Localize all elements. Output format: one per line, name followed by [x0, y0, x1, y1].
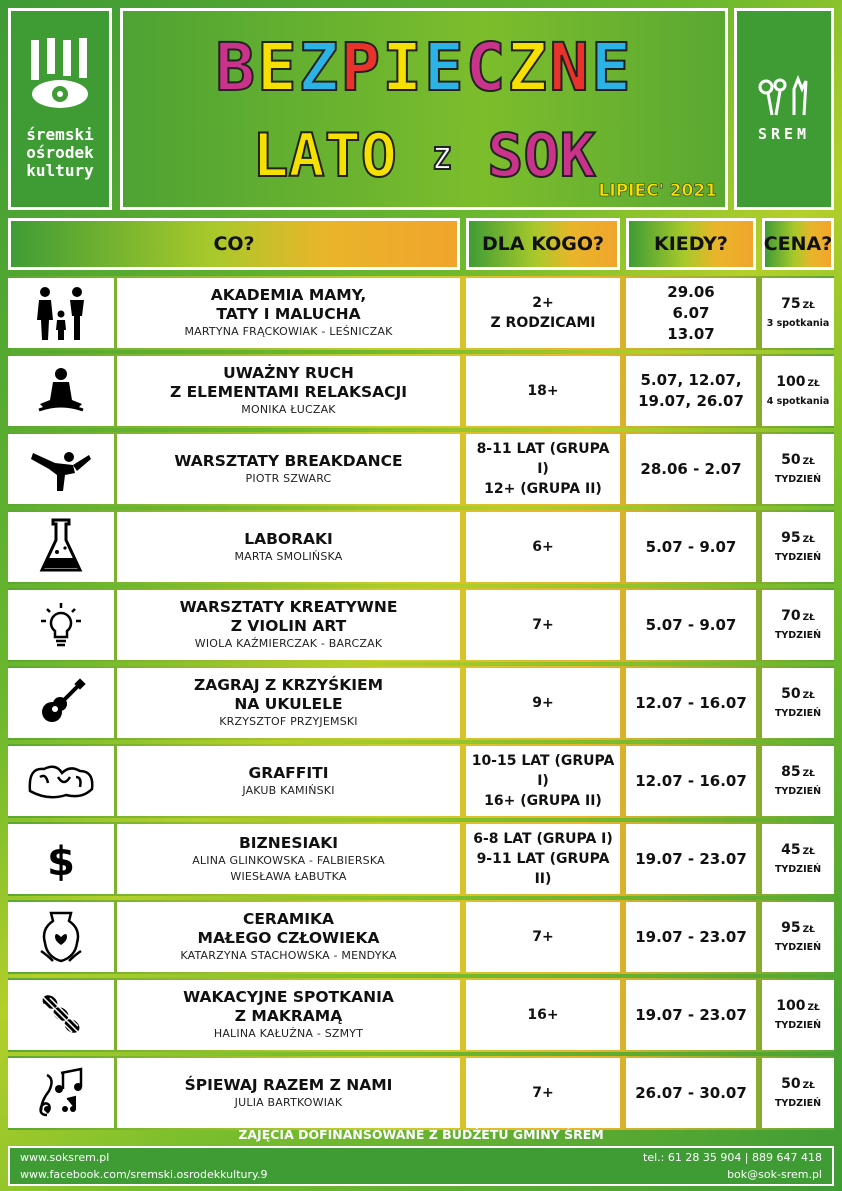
activity-cell	[117, 434, 460, 504]
activity-leader: ALINA GLINKOWSKA - FALBIERSKA	[192, 853, 385, 867]
date-text: 6.07	[672, 303, 710, 322]
price-value	[781, 918, 815, 940]
activity-title: MAŁEGO CZŁOWIEKA	[197, 929, 380, 947]
activity-cell	[117, 980, 460, 1050]
price-note: TYDZIEŃ	[774, 864, 822, 875]
activity-leader: JULIA BARTKOWIAK	[234, 1095, 343, 1109]
activity-icon-cell	[8, 746, 114, 816]
activity-leader: MARTA SMOLIŃSKA	[234, 549, 343, 563]
date-text: 5.07, 12.07,	[640, 371, 742, 389]
activity-title: LABORAKI	[244, 529, 333, 548]
dates-cell	[626, 356, 756, 426]
price-amount: 85	[781, 764, 801, 780]
audience-cell	[466, 746, 620, 816]
activity-title: ŚPIEWAJ RAZEM Z NAMI	[184, 1075, 393, 1094]
website-link[interactable]: www.soksrem.pl	[20, 1151, 110, 1164]
price-amount: 50	[781, 686, 801, 702]
activity-leader: PIOTR SZWARC	[245, 471, 332, 485]
price-currency: ZŁ	[802, 925, 815, 935]
activity-title: TATY I MALUCHA	[216, 305, 361, 323]
title-letter: E	[257, 29, 299, 106]
activity-title: NA UKULELE	[234, 695, 343, 713]
date-text: 13.07	[667, 324, 715, 343]
sok-eye-icon	[25, 38, 95, 120]
vase-icon	[39, 911, 83, 963]
activity-title: Z MAKRAMĄ	[234, 1007, 343, 1025]
dates-cell	[626, 278, 756, 348]
audience-cell	[466, 512, 620, 582]
price-amount: 50	[781, 452, 801, 468]
audience-cell	[466, 980, 620, 1050]
price-amount: 100	[776, 998, 806, 1014]
date-text: 28.06 - 2.07	[640, 459, 742, 478]
date-label: LIPIEC' 2021	[598, 181, 717, 201]
price-currency: ZŁ	[802, 613, 815, 623]
audience-text: Z RODZICAMI	[490, 315, 596, 331]
dates-cell	[626, 980, 756, 1050]
dates-cell	[626, 668, 756, 738]
meditation-icon	[33, 366, 89, 416]
title-letter: Z	[507, 29, 550, 106]
date-text: 26.07 - 30.07	[635, 1083, 747, 1102]
date-text: 19.07 - 23.07	[635, 927, 747, 946]
price-currency: ZŁ	[802, 301, 815, 311]
title-letter: P	[340, 29, 383, 106]
activity-cell	[117, 356, 460, 426]
funding-note: ZAJĘCIA DOFINANSOWANE Z BUDŻETU GMINY ŚREM	[238, 1127, 604, 1142]
title-sok: SOK	[487, 121, 596, 191]
price-amount: 95	[781, 530, 801, 546]
ukulele-icon	[36, 678, 86, 728]
title-bezpieczne	[215, 29, 633, 106]
audience-text: 18+	[527, 383, 559, 399]
activity-icon-cell	[8, 434, 114, 504]
date-text: 19.07 - 23.07	[635, 1005, 747, 1024]
activity-cell	[117, 1058, 460, 1128]
logo-line-2: ośrodek	[26, 143, 94, 162]
price-cell	[762, 824, 834, 894]
activity-leader: JAKUB KAMIŃSKI	[242, 783, 335, 797]
title-letter: N	[549, 29, 591, 106]
price-note: TYDZIEŃ	[774, 786, 822, 797]
price-value	[781, 762, 815, 784]
activity-leader: KATARZYNA STACHOWSKA - MENDYKA	[180, 949, 397, 962]
activity-title: GRAFFITI	[248, 763, 329, 782]
email-link[interactable]: bok@sok-srem.pl	[727, 1168, 822, 1181]
audience-text: 7+	[532, 617, 554, 633]
music-notes-icon	[33, 1067, 89, 1119]
price-value	[781, 528, 815, 550]
audience-cell	[466, 434, 620, 504]
price-note: 4 spotkania	[766, 396, 830, 407]
price-value	[776, 996, 820, 1018]
lightbulb-icon	[39, 601, 83, 649]
audience-text: 8-11 LAT (GRUPA I)	[476, 441, 610, 477]
activity-leader: WIESŁAWA ŁABUTKA	[230, 869, 347, 883]
activity-cell	[117, 824, 460, 894]
date-text: 19.07 - 23.07	[635, 849, 747, 868]
date-text: 12.07 - 16.07	[635, 771, 747, 790]
activity-title: WARSZTATY KREATYWNE	[179, 598, 398, 616]
price-amount: 100	[776, 374, 806, 390]
price-amount: 70	[781, 608, 801, 624]
audience-text: 9-11 LAT (GRUPA II)	[476, 851, 610, 887]
audience-text: 9+	[532, 695, 554, 711]
price-note: TYDZIEŃ	[774, 474, 822, 485]
col-header-when: KIEDY?	[626, 218, 756, 270]
col-header-price: CENA?	[762, 218, 834, 270]
activity-cell	[117, 512, 460, 582]
graffiti-icon	[26, 761, 96, 801]
activity-title: Z ELEMENTAMI RELAKSACJI	[169, 383, 408, 401]
audience-text: 2+	[532, 295, 554, 311]
date-text: 5.07 - 9.07	[645, 537, 737, 556]
col-header-who: DLA KOGO?	[466, 218, 620, 270]
logo-line-3: kultury	[26, 161, 94, 180]
price-currency: ZŁ	[802, 769, 815, 779]
price-cell	[762, 1058, 834, 1128]
audience-cell	[466, 590, 620, 660]
price-note: TYDZIEŃ	[774, 552, 822, 563]
audience-cell	[466, 902, 620, 972]
price-cell	[762, 902, 834, 972]
audience-cell	[466, 1058, 620, 1128]
activity-icon-cell	[8, 512, 114, 582]
activity-title: WARSZTATY BREAKDANCE	[174, 451, 403, 470]
price-amount: 50	[781, 1076, 801, 1092]
dates-cell	[626, 590, 756, 660]
price-amount: 45	[781, 842, 801, 858]
date-text: 19.07, 26.07	[638, 392, 744, 410]
audience-text: 6+	[532, 539, 554, 555]
svg-text:$: $	[47, 839, 75, 883]
dates-cell	[626, 1058, 756, 1128]
dates-cell	[626, 824, 756, 894]
audience-text: 12+ (GRUPA II)	[484, 481, 602, 497]
activity-leader: WIOLA KAŹMIERCZAK - BARCZAK	[194, 637, 383, 650]
audience-text: 10-15 LAT (GRUPA I)	[471, 753, 615, 789]
date-text: 5.07 - 9.07	[645, 615, 737, 634]
activity-icon-cell	[8, 668, 114, 738]
family-icon	[33, 284, 89, 342]
audience-cell	[466, 824, 620, 894]
price-value	[776, 372, 820, 394]
activity-leader: MONIKA ŁUCZAK	[241, 403, 336, 416]
price-value	[781, 684, 815, 706]
activity-cell	[117, 278, 460, 348]
price-value	[781, 294, 815, 316]
date-text: 12.07 - 16.07	[635, 693, 747, 712]
price-currency: ZŁ	[802, 847, 815, 857]
logo-line-1: śremski	[26, 125, 94, 144]
srem-crest-icon	[754, 75, 814, 119]
date-text: 29.06	[667, 282, 715, 301]
price-currency: ZŁ	[802, 535, 815, 545]
activity-leader: MARTYNA FRĄCKOWIAK - LEŚNICZAK	[184, 325, 393, 338]
audience-text: 16+ (GRUPA II)	[484, 793, 602, 809]
price-note: TYDZIEŃ	[774, 1020, 822, 1031]
contact-footer	[8, 1146, 834, 1186]
title-letter: C	[465, 29, 508, 106]
price-value	[781, 840, 815, 862]
srem-logo	[734, 8, 834, 210]
dollar-icon	[43, 835, 79, 883]
audience-text: 6-8 LAT (GRUPA I)	[473, 831, 613, 847]
activity-leader: HALINA KAŁUŻNA - SZMYT	[213, 1027, 364, 1040]
activity-icon-cell	[8, 590, 114, 660]
audience-text: 7+	[532, 929, 554, 945]
price-value	[781, 450, 815, 472]
price-note: TYDZIEŃ	[774, 708, 822, 719]
dates-cell	[626, 902, 756, 972]
activity-cell	[117, 590, 460, 660]
price-currency: ZŁ	[807, 1003, 820, 1013]
activity-cell	[117, 746, 460, 816]
title-banner	[120, 8, 728, 210]
audience-cell	[466, 356, 620, 426]
flask-icon	[39, 518, 83, 576]
macrame-icon	[36, 990, 86, 1040]
price-cell	[762, 278, 834, 348]
price-note: TYDZIEŃ	[774, 630, 822, 641]
activity-title: CERAMIKA	[242, 910, 335, 928]
price-value	[781, 606, 815, 628]
activity-icon-cell	[8, 278, 114, 348]
price-amount: 95	[781, 920, 801, 936]
audience-text: 7+	[532, 1085, 554, 1101]
price-note: 3 spotkania	[766, 318, 830, 329]
activity-leader: KRZYSZTOF PRZYJEMSKI	[219, 715, 358, 728]
phone-number: tel.: 61 28 35 904 | 889 647 418	[643, 1151, 822, 1164]
activity-title: BIZNESIAKI	[238, 833, 339, 852]
dates-cell	[626, 746, 756, 816]
srem-text: SREM	[757, 125, 811, 143]
col-header-what: CO?	[8, 218, 460, 270]
price-note: TYDZIEŃ	[774, 942, 822, 953]
activity-icon-cell	[8, 980, 114, 1050]
price-cell	[762, 746, 834, 816]
title-line-1	[123, 29, 725, 106]
sok-logo	[8, 8, 112, 210]
price-cell	[762, 434, 834, 504]
activity-title: AKADEMIA MAMY,	[210, 286, 367, 304]
audience-cell	[466, 278, 620, 348]
title-letter: I	[382, 29, 424, 106]
price-cell	[762, 512, 834, 582]
price-note: TYDZIEŃ	[774, 1098, 822, 1109]
price-currency: ZŁ	[802, 457, 815, 467]
price-value	[781, 1074, 815, 1096]
title-letter: B	[215, 29, 257, 106]
title-letter: Z	[298, 29, 341, 106]
activity-icon-cell	[8, 356, 114, 426]
audience-cell	[466, 668, 620, 738]
dates-cell	[626, 512, 756, 582]
price-currency: ZŁ	[807, 379, 820, 389]
activity-title: ZAGRAJ Z KRZYŚKIEM	[193, 676, 384, 694]
activity-icon-cell	[8, 824, 114, 894]
audience-text: 16+	[527, 1007, 559, 1023]
activity-icon-cell	[8, 1058, 114, 1128]
price-cell	[762, 668, 834, 738]
price-cell	[762, 590, 834, 660]
facebook-link[interactable]: www.facebook.com/sremski.osrodekkultury.9	[20, 1168, 268, 1181]
activity-title: WAKACYJNE SPOTKANIA	[183, 988, 394, 1006]
dates-cell	[626, 434, 756, 504]
price-cell	[762, 356, 834, 426]
breakdance-icon	[29, 445, 93, 493]
title-letter: E	[591, 29, 633, 106]
activity-cell	[117, 668, 460, 738]
title-z: Z	[433, 141, 452, 177]
activity-icon-cell	[8, 902, 114, 972]
price-cell	[762, 980, 834, 1050]
title-lato: LATO	[252, 121, 397, 191]
activity-cell	[117, 902, 460, 972]
activity-title: Z VIOLIN ART	[230, 617, 347, 635]
price-currency: ZŁ	[802, 691, 815, 701]
activity-title: UWAŻNY RUCH	[223, 364, 354, 382]
price-currency: ZŁ	[802, 1081, 815, 1091]
title-letter: E	[424, 29, 466, 106]
price-amount: 75	[781, 296, 801, 312]
